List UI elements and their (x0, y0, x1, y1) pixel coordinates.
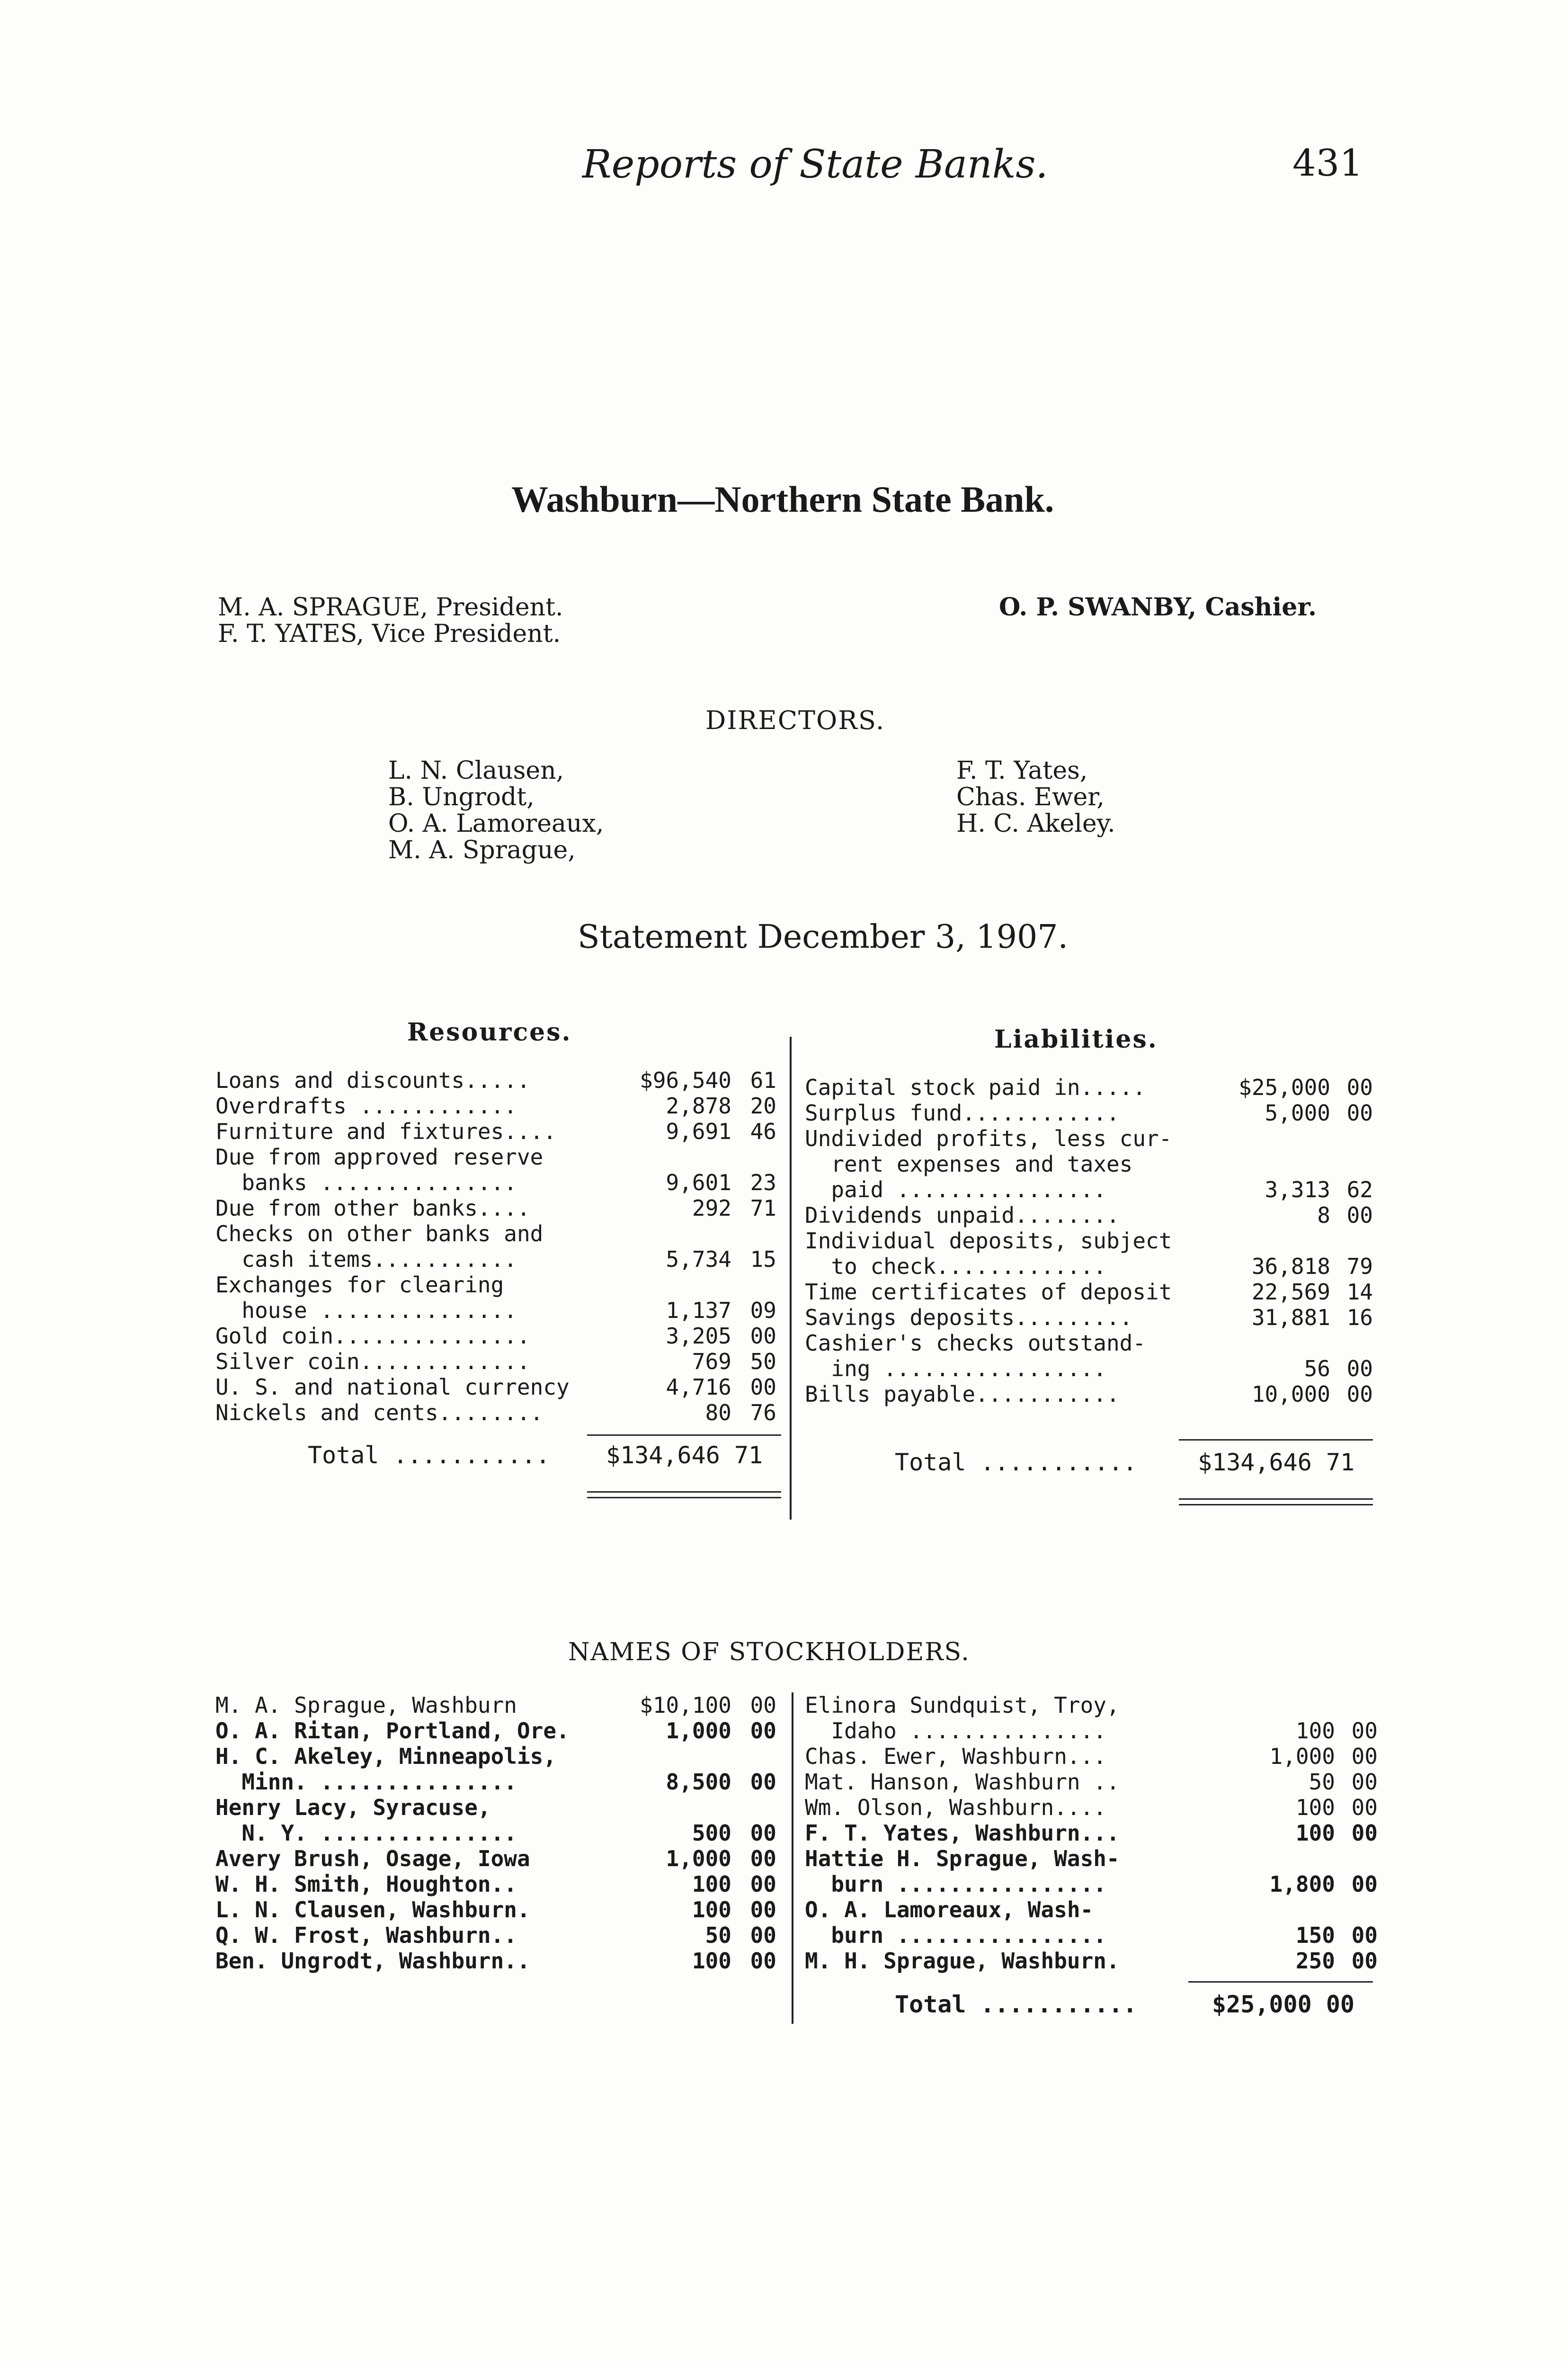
row-label: Minn. ............... (215, 1769, 517, 1795)
row-dollars: 56 (1304, 1356, 1330, 1381)
ledger-row (215, 1349, 776, 1374)
row-dollars: 100 (1295, 1795, 1335, 1820)
row-dollars: 500 (692, 1820, 731, 1846)
row-label: Cashier's checks outstand- (805, 1330, 1146, 1356)
row-label: ing ................. (805, 1356, 1106, 1381)
row-cents: 00 (750, 1374, 776, 1400)
statement-title: Statement December 3, 1907. (578, 918, 1069, 956)
ledger-row (805, 1177, 1373, 1202)
row-dollars (1184, 1897, 1335, 1922)
stockholders-heading: NAMES OF STOCKHOLDERS. (568, 1638, 970, 1666)
resources-total-label: Total ........... (308, 1442, 550, 1469)
row-cents: 00 (750, 1769, 776, 1795)
ledger-row (215, 1820, 776, 1846)
ledger-row (805, 1330, 1373, 1356)
directors-heading: DIRECTORS. (705, 705, 885, 735)
row-cents: 00 (750, 1718, 776, 1744)
ledger-row (215, 1922, 776, 1948)
ledger-row (805, 1718, 1378, 1744)
bank-title: Washburn—Northern State Bank. (511, 479, 1054, 520)
row-cents (731, 1221, 776, 1246)
row-cents (731, 1272, 776, 1298)
ledger-row (215, 1718, 776, 1744)
liabilities-heading: Liabilities. (994, 1025, 1158, 1054)
liabilities-total-value (1198, 1449, 1354, 1476)
row-label: Undivided profits, less cur- (805, 1126, 1172, 1151)
row-dollars: 50 (1309, 1769, 1335, 1795)
row-dollars: 150 (1295, 1922, 1335, 1948)
row-cents: 14 (1346, 1279, 1373, 1305)
stockholders-right-table (805, 1692, 1378, 1974)
row-dollars: 100 (692, 1871, 731, 1897)
row-cents (1335, 1846, 1378, 1871)
director: F. T. Yates, (956, 756, 1088, 785)
row-label: house ............... (215, 1298, 517, 1323)
ledger-row (805, 1126, 1373, 1151)
row-label: O. A. Lamoreaux, Wash- (805, 1897, 1094, 1922)
director: O. A. Lamoreaux, (388, 810, 604, 838)
ledger-row (805, 1356, 1373, 1381)
row-dollars: 50 (705, 1922, 731, 1948)
row-cents (1330, 1330, 1373, 1356)
row-label: Bills payable........... (805, 1381, 1120, 1407)
row-cents: 00 (1351, 1948, 1378, 1974)
center-column-rule (790, 1037, 792, 1520)
row-label: M. A. Sprague, Washburn (215, 1692, 517, 1718)
stockholders-total-label: Total ........... (895, 1991, 1137, 2018)
ledger-row (215, 1769, 776, 1795)
row-cents: 15 (750, 1246, 776, 1272)
row-cents: 00 (750, 1922, 776, 1948)
row-cents: 00 (750, 1692, 776, 1718)
row-cents: 00 (1346, 1100, 1373, 1126)
row-cents: 00 (750, 1948, 776, 1974)
row-dollars: 100 (692, 1948, 731, 1974)
liabilities-double-rule (1179, 1504, 1373, 1505)
row-cents: 00 (750, 1897, 776, 1922)
ledger-row (805, 1151, 1373, 1177)
row-dollars (1184, 1692, 1335, 1718)
row-dollars (589, 1272, 731, 1298)
row-label: Nickels and cents........ (215, 1400, 543, 1425)
row-label: burn ................ (805, 1871, 1106, 1897)
liabilities-total-dollars: $134,646 (1198, 1449, 1312, 1476)
row-dollars: 22,569 (1251, 1279, 1330, 1305)
director: L. N. Clausen, (388, 756, 564, 785)
stockholders-total-dollars: $25,000 (1212, 1991, 1312, 2018)
row-label: Avery Brush, Osage, Iowa (215, 1846, 530, 1871)
row-label: Q. W. Frost, Washburn.. (215, 1922, 517, 1948)
row-cents: 00 (1346, 1075, 1373, 1100)
row-dollars (594, 1795, 731, 1820)
row-label: to check............. (805, 1254, 1106, 1279)
ledger-row (805, 1744, 1378, 1769)
row-label: W. H. Smith, Houghton.. (215, 1871, 517, 1897)
row-dollars: 5,734 (666, 1246, 731, 1272)
row-cents: 71 (750, 1195, 776, 1221)
ledger-row (805, 1846, 1378, 1871)
row-dollars (1179, 1151, 1330, 1177)
stockholders-left-table (215, 1692, 776, 1974)
resources-total-dollars: $134,646 (606, 1442, 720, 1469)
row-cents: 00 (750, 1820, 776, 1846)
ledger-row (215, 1795, 776, 1820)
row-label: N. Y. ............... (215, 1820, 517, 1846)
ledger-row (215, 1692, 776, 1718)
row-label: Overdrafts ............ (215, 1093, 517, 1119)
resources-total-value (606, 1442, 763, 1469)
row-cents: 00 (1346, 1202, 1373, 1228)
director: M. A. Sprague, (388, 836, 576, 864)
row-cents: 20 (750, 1093, 776, 1119)
ledger-row (215, 1871, 776, 1897)
row-dollars: 1,137 (666, 1298, 731, 1323)
ledger-row (805, 1228, 1373, 1254)
stockholders-total-value (1212, 1991, 1354, 2018)
resources-total-cents: 71 (734, 1442, 763, 1469)
row-cents: 00 (750, 1846, 776, 1871)
row-cents: 79 (1346, 1254, 1373, 1279)
row-dollars: 9,601 (666, 1170, 731, 1195)
row-cents: 62 (1346, 1177, 1373, 1202)
ledger-row (215, 1221, 776, 1246)
ledger-row (215, 1119, 776, 1144)
row-cents: 00 (1351, 1769, 1378, 1795)
ledger-row (805, 1202, 1373, 1228)
row-dollars: 100 (1295, 1820, 1335, 1846)
row-dollars: 8 (1317, 1202, 1330, 1228)
row-label: Capital stock paid in..... (805, 1075, 1146, 1100)
ledger-row (805, 1769, 1378, 1795)
ledger-row (805, 1254, 1373, 1279)
row-dollars: 31,881 (1251, 1305, 1330, 1330)
row-label: Due from other banks.... (215, 1195, 530, 1221)
ledger-row (215, 1846, 776, 1871)
row-label: Hattie H. Sprague, Wash- (805, 1846, 1120, 1871)
stockholders-total-cents: 00 (1326, 1991, 1355, 2018)
row-label: L. N. Clausen, Washburn. (215, 1897, 530, 1922)
ledger-row (215, 1948, 776, 1974)
row-dollars: 250 (1295, 1948, 1335, 1974)
ledger-row (805, 1305, 1373, 1330)
row-label: U. S. and national currency (215, 1374, 570, 1400)
resources-double-rule (587, 1497, 781, 1498)
stockholders-column-rule (792, 1692, 793, 2024)
row-label: Ben. Ungrodt, Washburn.. (215, 1948, 530, 1974)
row-label: paid ................ (805, 1177, 1106, 1202)
row-dollars: $96,540 (640, 1068, 731, 1093)
row-label: Exchanges for clearing (215, 1272, 504, 1298)
ledger-row (215, 1374, 776, 1400)
ledger-row (215, 1170, 776, 1195)
ledger-row (215, 1323, 776, 1349)
row-dollars: 1,000 (666, 1846, 731, 1871)
row-cents: 00 (750, 1323, 776, 1349)
ledger-row (215, 1195, 776, 1221)
directors-left (388, 757, 604, 863)
resources-heading: Resources. (407, 1018, 572, 1047)
ledger-row (215, 1400, 776, 1425)
ledger-row (215, 1298, 776, 1323)
row-label: burn ................ (805, 1922, 1106, 1948)
row-cents (1330, 1228, 1373, 1254)
row-cents: 00 (1351, 1820, 1378, 1846)
row-label: Gold coin............... (215, 1323, 530, 1349)
row-cents: 00 (1346, 1356, 1373, 1381)
ledger-row (215, 1093, 776, 1119)
row-dollars: 1,800 (1269, 1871, 1335, 1897)
row-dollars: 769 (692, 1349, 731, 1374)
liabilities-total-label: Total ........... (895, 1449, 1137, 1476)
row-label: Checks on other banks and (215, 1221, 543, 1246)
row-dollars: 292 (692, 1195, 731, 1221)
row-dollars: $25,000 (1238, 1075, 1330, 1100)
row-dollars (1179, 1126, 1330, 1151)
row-label: Dividends unpaid........ (805, 1202, 1120, 1228)
running-title: Reports of State Banks. (582, 142, 1048, 187)
resources-table (215, 1068, 776, 1425)
row-label: Mat. Hanson, Washburn .. (805, 1769, 1120, 1795)
row-cents (1330, 1126, 1373, 1151)
row-label: Loans and discounts..... (215, 1068, 530, 1093)
row-label: Henry Lacy, Syracuse, (215, 1795, 491, 1820)
row-dollars: 2,878 (666, 1093, 731, 1119)
row-dollars (594, 1744, 731, 1769)
row-cents: 00 (1351, 1795, 1378, 1820)
row-dollars: 5,000 (1265, 1100, 1330, 1126)
row-cents (1335, 1692, 1378, 1718)
row-dollars: 3,313 (1265, 1177, 1330, 1202)
row-dollars (1184, 1846, 1335, 1871)
row-cents: 00 (1351, 1718, 1378, 1744)
row-dollars (589, 1221, 731, 1246)
cashier: O. P. SWANBY, Cashier. (999, 593, 1317, 622)
row-dollars: 3,205 (666, 1323, 731, 1349)
row-dollars: 100 (1295, 1718, 1335, 1744)
row-cents: 00 (1346, 1381, 1373, 1407)
ledger-row (215, 1068, 776, 1093)
row-label: Chas. Ewer, Washburn... (805, 1744, 1106, 1769)
liabilities-total-rule (1179, 1439, 1373, 1441)
row-dollars: 10,000 (1251, 1381, 1330, 1407)
row-dollars: 80 (705, 1400, 731, 1425)
liabilities-double-rule (1179, 1498, 1373, 1500)
ledger-row (805, 1922, 1378, 1948)
row-dollars: 100 (692, 1897, 731, 1922)
row-dollars (1179, 1228, 1330, 1254)
ledger-row (805, 1820, 1378, 1846)
row-dollars: 9,691 (666, 1119, 731, 1144)
ledger-row (215, 1897, 776, 1922)
row-cents: 00 (1351, 1922, 1378, 1948)
ledger-row (805, 1795, 1378, 1820)
row-cents: 16 (1346, 1305, 1373, 1330)
row-dollars: 36,818 (1251, 1254, 1330, 1279)
row-label: H. C. Akeley, Minneapolis, (215, 1744, 557, 1769)
president: M. A. SPRAGUE, President. (218, 593, 563, 622)
row-label: Surplus fund............ (805, 1100, 1120, 1126)
ledger-row (215, 1272, 776, 1298)
row-cents (1330, 1151, 1373, 1177)
row-cents (731, 1144, 776, 1170)
ledger-row (805, 1948, 1378, 1974)
row-dollars (1179, 1330, 1330, 1356)
row-cents: 46 (750, 1119, 776, 1144)
resources-total-rule (587, 1434, 781, 1436)
row-label: banks ............... (215, 1170, 517, 1195)
row-cents: 23 (750, 1170, 776, 1195)
ledger-row (215, 1744, 776, 1769)
ledger-row (805, 1871, 1378, 1897)
row-label: M. H. Sprague, Washburn. (805, 1948, 1120, 1974)
officers-left (218, 594, 563, 647)
row-label: Idaho ............... (805, 1718, 1106, 1744)
ledger-row (805, 1075, 1373, 1100)
ledger-row (805, 1100, 1373, 1126)
row-label: cash items........... (215, 1246, 517, 1272)
row-cents: 00 (750, 1871, 776, 1897)
page-number: 431 (1292, 142, 1363, 185)
ledger-row (805, 1279, 1373, 1305)
row-dollars: 1,000 (1269, 1744, 1335, 1769)
directors-right (956, 757, 1115, 837)
row-cents (1335, 1897, 1378, 1922)
director: B. Ungrodt, (388, 783, 535, 811)
row-dollars: 1,000 (666, 1718, 731, 1744)
stockholders-total-rule (1188, 1981, 1373, 1983)
ledger-row (805, 1381, 1373, 1407)
ledger-row (805, 1897, 1378, 1922)
row-dollars: 8,500 (666, 1769, 731, 1795)
ledger-row (215, 1144, 776, 1170)
liabilities-total-cents: 71 (1326, 1449, 1355, 1476)
row-cents (731, 1744, 776, 1769)
row-cents: 09 (750, 1298, 776, 1323)
row-dollars: 4,716 (666, 1374, 731, 1400)
row-label: Individual deposits, subject (805, 1228, 1172, 1254)
row-label: rent expenses and taxes (805, 1151, 1133, 1177)
row-cents: 76 (750, 1400, 776, 1425)
row-label: Savings deposits......... (805, 1305, 1133, 1330)
row-label: Furniture and fixtures.... (215, 1119, 557, 1144)
row-dollars (589, 1144, 731, 1170)
row-dollars: $10,100 (640, 1692, 731, 1718)
row-cents: 00 (1351, 1744, 1378, 1769)
row-label: F. T. Yates, Washburn... (805, 1820, 1120, 1846)
row-label: Time certificates of deposit (805, 1279, 1172, 1305)
director: Chas. Ewer, (956, 783, 1105, 811)
row-cents: 50 (750, 1349, 776, 1374)
row-cents: 00 (1351, 1871, 1378, 1897)
row-cents (731, 1795, 776, 1820)
row-label: Elinora Sundquist, Troy, (805, 1692, 1120, 1718)
row-cents: 61 (750, 1068, 776, 1093)
resources-double-rule (587, 1491, 781, 1493)
liabilities-table (805, 1075, 1373, 1407)
row-label: O. A. Ritan, Portland, Ore. (215, 1718, 570, 1744)
ledger-row (215, 1246, 776, 1272)
vice-president: F. T. YATES, Vice President. (218, 620, 561, 648)
row-label: Silver coin............. (215, 1349, 530, 1374)
row-label: Wm. Olson, Washburn.... (805, 1795, 1106, 1820)
director: H. C. Akeley. (956, 810, 1115, 838)
row-label: Due from approved reserve (215, 1144, 543, 1170)
ledger-row (805, 1692, 1378, 1718)
